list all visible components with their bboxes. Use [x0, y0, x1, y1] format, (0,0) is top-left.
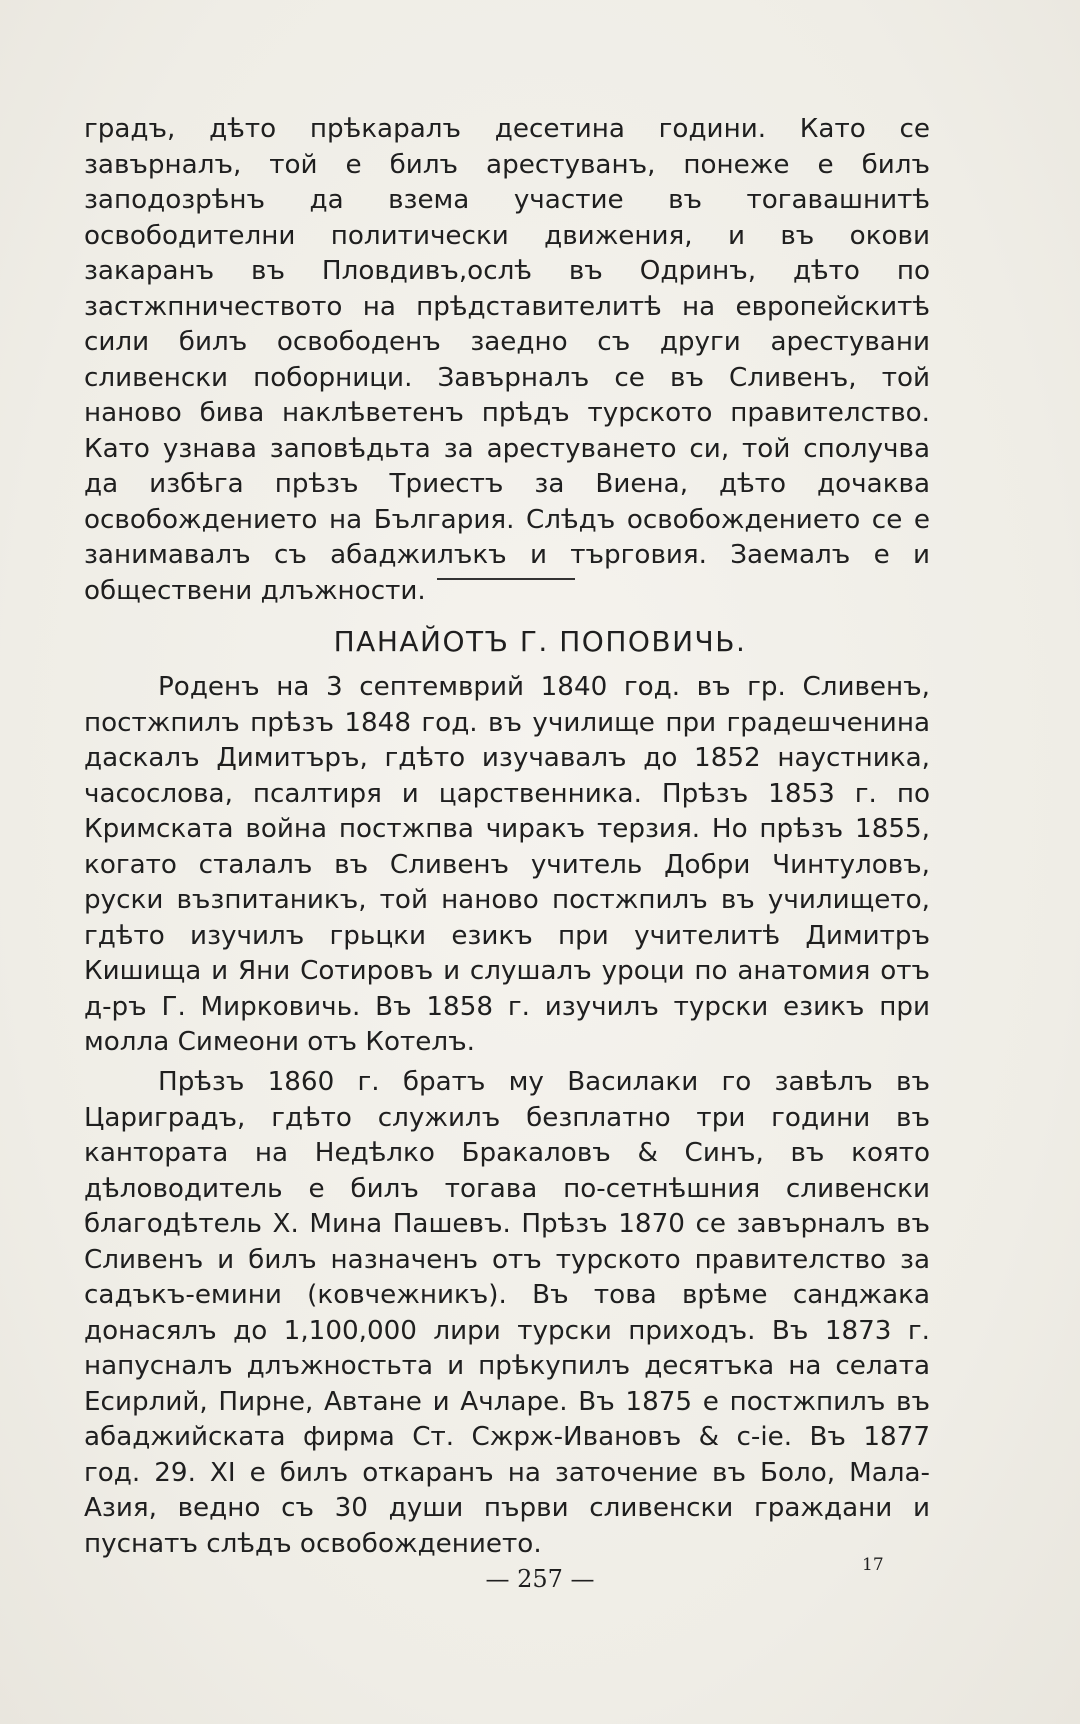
biography-paragraph-2-text: Прѣзъ 1860 г. братъ му Василаки го завѣлъ въ Цариградъ, гдѣто служилъ безплатно три години въ кантората на Недѣлко Бракаловъ & Синъ, въ която дѣловодитель е билъ тогава по-сетнѣшния сливенски благодѣтель Х. Мина Пашевъ. Прѣзъ 1870 се завърналъ въ Сливенъ и билъ назначенъ отъ турското правителство за садъкъ-емини (ковчежникъ). Въ това врѣме санджака донасялъ до 1,100,000 лири турски приходъ. Въ 1873 г. напусналъ длъжностьта и прѣкупилъ десятъка на селата Есирлий, Пирне, Автане и Ачларе. Въ 1875 е постжпилъ въ абаджийската фирма Ст. Сжрж-Ивановъ & с-iе. Въ 1877 год. 29. XI е билъ откаранъ на заточение въ Боло, Мала-Азия, ведно съ 30 души първи сливенски граждани и пуснатъ слѣдъ освобождението.: [84, 1067, 930, 1559]
section-divider: [437, 578, 575, 580]
biography-paragraph-1-text: Роденъ на 3 септемврий 1840 год. въ гр. Сливенъ, постжпилъ прѣзъ 1848 год. въ училище при градешченина даскалъ Димитъръ, гдѣто изучавалъ до 1852 наустника, часослова, псалтиря и царственника. Прѣзъ 1853 г. по Кримската война постжпва чиракъ терзия. Но прѣзъ 1855, когато сталалъ въ Сливенъ учитель Добри Чинтуловъ, руски възпитаникъ, той наново постжпилъ въ училището, гдѣто изучилъ грьцки езикъ при учителитѣ Димитръ Кишища и Яни Сотировъ и слушалъ уроци по анатомия отъ д-ръ Г. Мирковичь. Въ 1858 г. изучилъ турски езикъ при молла Симеони отъ Котелъ.: [84, 672, 930, 1057]
biography-paragraph-2: [84, 1065, 930, 1562]
continued-paragraph: [84, 112, 930, 609]
continued-paragraph-text: градъ, дѣто прѣкаралъ десетина години. Като се завърналъ, той е билъ арестуванъ, понеже е билъ заподозрѣнъ да взема участие въ тогавашнитѣ освободителни политически движения, и въ окови закаранъ въ Пловдивъ,ослѣ въ Одринъ, дѣто по застжпничеството на прѣдставителитѣ на европейскитѣ сили билъ освободенъ заедно съ други арестувани сливенски поборници. Завърналъ се въ Сливенъ, той наново бива наклѣветенъ прѣдъ турското правителство. Като узнава заповѣдьта за арестуването си, той сполучва да избѣга прѣзъ Триестъ за Виена, дѣто дочаква освобождението на България. Слѣдъ освобождението се е занимавалъ съ абаджилъкъ и търговия. Заемалъ е и обществени длъжности.: [84, 114, 930, 606]
section-heading: ПАНАЙОТЪ Г. ПОПОВИЧЬ.: [333, 625, 747, 658]
signature-mark: 17: [862, 1555, 884, 1575]
biography-paragraph-1: [84, 670, 930, 1061]
page-number: — 257 —: [485, 1565, 595, 1593]
